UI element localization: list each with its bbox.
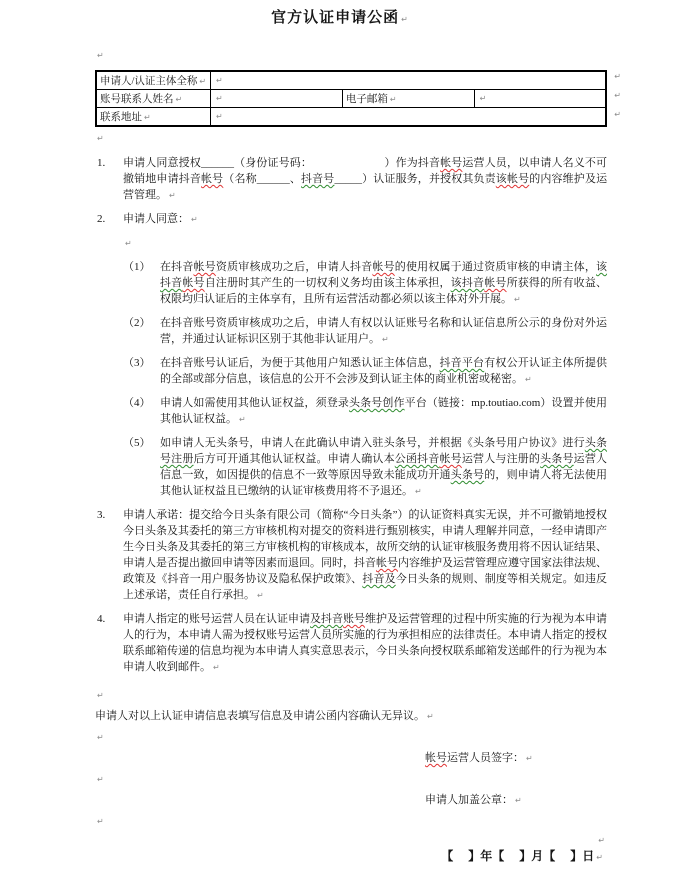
page-title-text: 官方认证申请公函 bbox=[271, 10, 400, 26]
text-run: 【 】年【 】月【 】日 bbox=[441, 849, 595, 863]
sub-item-4 bbox=[95, 395, 607, 428]
paragraph-mark: ↵ bbox=[427, 712, 434, 721]
spellcheck-red-text: 帐号 bbox=[376, 557, 398, 569]
sub-item-2 bbox=[95, 315, 607, 348]
spellcheck-red-text: 帐号 bbox=[440, 157, 463, 169]
sub-item-5 bbox=[95, 435, 607, 500]
text-run: 维护及运营管理的过程中所实施的行为视为本申请人的行为，本申请人需为授权账号运营人员所实施的行为承担相应的法律责任。本申请人指定的授权联系邮箱传递的信息均视为本申请人真实意思表示，今日头条向授权联系邮箱发送邮件的行为视为本申请人收到邮件。 bbox=[123, 613, 607, 673]
text-run: 后方可开通其他认证权益。申请人确认本 bbox=[193, 453, 395, 465]
text-run: 在抖音账号认证后，为便于其他用户知悉认证主体信息， bbox=[160, 357, 440, 369]
text-run: 所获得的所有收益、权限均归认证后的主体享有，且所有运营活动都必须以该主体对外开展。 bbox=[160, 277, 608, 305]
paragraph-mark: ↵ bbox=[97, 817, 104, 826]
paragraph-mark: ↵ bbox=[525, 375, 532, 384]
text-run: 运营人员签字： bbox=[447, 752, 524, 764]
cell-label: 账号联系人姓名 bbox=[100, 94, 174, 105]
text-run: 平台（链接：mp.toutiao.com）设置并使用其他认证权益。 bbox=[160, 397, 608, 425]
spellcheck-red-text: 帐号 bbox=[425, 752, 447, 764]
list-number: 1. bbox=[97, 157, 106, 169]
paragraph-mark: ↵ bbox=[239, 415, 246, 424]
text-run: 申请人同意： bbox=[123, 213, 189, 225]
list-number: （1） bbox=[123, 261, 151, 273]
text-run: 申请人如需使用其他认证权益，须登录 bbox=[160, 397, 349, 409]
spellcheck-red-text: 帐号 bbox=[439, 453, 462, 465]
spellcheck-green-text: 头条号 bbox=[450, 469, 485, 481]
text-run: 今日头条的规则、制度等相关规定。如违反上述承诺，责任自行承担。 bbox=[123, 573, 608, 601]
paragraph-mark: ↵ bbox=[97, 134, 104, 143]
item-2 bbox=[95, 211, 607, 228]
spellcheck-green-text: 抖音平台 bbox=[439, 357, 485, 369]
text-run: 申请人对以上认证申请信息表填写信息及申请公函内容确认无异议。 bbox=[95, 710, 425, 722]
spellcheck-green-text: 头条号 bbox=[540, 453, 574, 465]
text-run: 申请人加盖公章： bbox=[425, 794, 513, 806]
paragraph-mark: ↵ bbox=[169, 191, 176, 200]
value-cell-contact-address[interactable] bbox=[211, 108, 607, 127]
signature-seal bbox=[95, 792, 607, 809]
label-cell-contact-name bbox=[96, 90, 211, 108]
sub-item-3 bbox=[95, 355, 607, 388]
paragraph-mark: ↵ bbox=[216, 94, 223, 103]
text-run: 运营人信息一致，如因提供的信息不一致等原因导致未能成功开通 bbox=[160, 453, 608, 481]
cell-label: 电子邮箱 bbox=[345, 94, 388, 105]
cell-label: 联系地址 bbox=[100, 112, 142, 123]
spellcheck-green-text: 抖音号 bbox=[301, 173, 335, 185]
label-cell-contact-address bbox=[96, 108, 211, 127]
paragraph-mark: ↵ bbox=[415, 487, 422, 496]
spellcheck-green-text: 抖音及 bbox=[362, 573, 396, 585]
row-end-mark: ↵ bbox=[614, 72, 621, 81]
paragraph-mark: ↵ bbox=[479, 94, 487, 103]
spellcheck-red-text: 帐号 bbox=[201, 173, 224, 185]
text-run: 运营人员，以申请人名义不可撤销地申请抖音 bbox=[123, 157, 608, 185]
spellcheck-green-text: 公函抖音 bbox=[394, 453, 440, 465]
spellcheck-green-text: 及抖音 bbox=[310, 613, 343, 625]
sub-item-1 bbox=[95, 259, 607, 308]
spellcheck-green-text: 该抖音 bbox=[160, 261, 608, 289]
label-cell-email bbox=[342, 90, 474, 108]
paragraph-mark: ↵ bbox=[125, 239, 132, 248]
paragraph-mark: ↵ bbox=[97, 51, 104, 60]
paragraph-mark: ↵ bbox=[389, 95, 397, 104]
spellcheck-red-text: 该帐号 bbox=[495, 173, 530, 185]
row-end-mark: ↵ bbox=[614, 91, 621, 100]
body-text bbox=[95, 155, 607, 867]
text-run: 在抖音 bbox=[160, 261, 194, 273]
text-run: 申请人指定的账号运营人员在认证申请 bbox=[123, 613, 310, 625]
text-run: 的，则申请人将无法使用其他认证权益且已缴纳的认证审核费用将不予退还。 bbox=[160, 469, 608, 497]
paragraph-mark: ↵ bbox=[97, 733, 104, 742]
item-1 bbox=[95, 155, 607, 204]
paragraph-mark: ↵ bbox=[213, 663, 220, 672]
paragraph-mark: ↵ bbox=[382, 335, 389, 344]
spellcheck-green-text: 该抖音 bbox=[450, 277, 485, 289]
text-run: 如申请人无头条号，申请人在此确认申请入驻头条号，并根据《头条号用户协议》进行 bbox=[160, 437, 585, 449]
text-run: 自注册时其产生的一切权利义务均由该主体承担， bbox=[204, 277, 451, 289]
paragraph-mark: ↵ bbox=[144, 113, 151, 122]
date-line bbox=[95, 847, 607, 867]
text-run: 申请人同意授权______（身份证号码： ）作为抖音 bbox=[123, 157, 441, 169]
empty-paragraph bbox=[95, 683, 607, 708]
label-cell-applicant-fullname bbox=[96, 71, 211, 90]
item-4 bbox=[95, 611, 607, 676]
spellcheck-red-text: 账号 bbox=[343, 613, 365, 625]
paragraph-mark: ↵ bbox=[257, 591, 264, 600]
table-row bbox=[96, 108, 606, 127]
text-run: 在抖音账号资质审核成功之后，申请人有权以认证账号名称和认证信息所公示的身份对外运营，并通过认证标识区别于其他非认证用户。 bbox=[160, 317, 607, 345]
text-run: （名称______、 bbox=[223, 173, 302, 185]
empty-paragraph-right bbox=[95, 834, 607, 847]
paragraph-mark: ↵ bbox=[515, 796, 522, 805]
empty-paragraph bbox=[95, 235, 607, 252]
list-number: （2） bbox=[123, 317, 151, 329]
paragraph-mark: ↵ bbox=[191, 215, 198, 224]
signature-operator bbox=[95, 750, 607, 767]
paragraph-mark: ↵ bbox=[216, 112, 223, 121]
empty-paragraph bbox=[95, 129, 607, 147]
applicant-info-table-wrap bbox=[95, 70, 621, 127]
text-run: 运营人与注册的 bbox=[461, 453, 541, 465]
value-cell-applicant-fullname[interactable] bbox=[211, 71, 607, 90]
paragraph-mark: ↵ bbox=[401, 15, 409, 24]
list-number: 4. bbox=[97, 613, 106, 625]
paragraph-mark: ↵ bbox=[514, 295, 521, 304]
paragraph-mark: ↵ bbox=[596, 853, 603, 862]
paragraph-mark: ↵ bbox=[199, 77, 207, 86]
document-body bbox=[95, 46, 621, 867]
value-cell-contact-name[interactable] bbox=[211, 90, 343, 108]
empty-paragraph bbox=[95, 767, 607, 792]
table-row bbox=[96, 90, 606, 108]
text-run: 的内容维护及运营管理。 bbox=[123, 173, 608, 201]
item-3 bbox=[95, 507, 607, 604]
spellcheck-red-text: 帐号 bbox=[484, 277, 507, 289]
paragraph-mark: ↵ bbox=[175, 95, 183, 104]
list-number: （5） bbox=[123, 437, 151, 449]
applicant-info-table bbox=[95, 70, 607, 127]
empty-paragraph bbox=[95, 809, 607, 834]
text-run: 有权公开认证主体所提供的全部或部分信息，该信息的公开不会涉及到认证主体的商业机密或秘密。 bbox=[160, 357, 608, 385]
row-end-mark: ↵ bbox=[614, 110, 621, 119]
paragraph-mark: ↵ bbox=[526, 754, 533, 763]
text-run: 资质审核成功之后，申请人抖音 bbox=[215, 261, 373, 273]
paragraph-mark: ↵ bbox=[598, 836, 605, 845]
list-number: 3. bbox=[97, 509, 106, 521]
text-run: 的使用权属于通过资质审核的申请主体， bbox=[394, 261, 597, 273]
table-row bbox=[96, 71, 606, 90]
cell-label: 申请人/认证主体全称 bbox=[100, 76, 198, 87]
paragraph-mark: ↵ bbox=[216, 76, 223, 85]
text-run: 内容维护及运营管理应遵守国家法律法规、政策及《抖音一用户服务协议及隐私保护政策》、 bbox=[123, 557, 607, 585]
spellcheck-red-text: 帐号 bbox=[193, 261, 216, 273]
list-number: 2. bbox=[97, 213, 106, 225]
closing-statement bbox=[95, 708, 607, 725]
paragraph-mark: ↵ bbox=[97, 775, 104, 784]
spellcheck-red-text: 帐号 bbox=[372, 261, 395, 273]
list-number: （3） bbox=[123, 357, 151, 369]
text-run: _____）认证服务，并授权其负责 bbox=[334, 173, 496, 185]
spellcheck-green-text: 头条号注册 bbox=[160, 437, 608, 465]
spellcheck-green-text: 头条号创作 bbox=[348, 397, 405, 409]
list-number: （4） bbox=[123, 397, 151, 409]
page-title bbox=[0, 6, 680, 32]
text-run: 申请人承诺：提交给今日头条有限公司（简称“今日头条”）的认证资料真实无误，并不可撤销地授权今日头条及其委托的第三方审核机构对提交的资料进行甄别核实，申请人理解并同意，一经申请即产生今日头条及其委托的第三方审核机构的审核成本，故所交纳的认证审核服务费用将不因认证结果、申请人是否提出撤回申请等因素而退回。同时，抖音 bbox=[123, 509, 607, 569]
empty-paragraph bbox=[95, 725, 607, 750]
spellcheck-red-text: 帐号 bbox=[182, 277, 205, 289]
paragraph-mark: ↵ bbox=[97, 691, 104, 700]
empty-paragraph bbox=[95, 46, 607, 64]
value-cell-email[interactable] bbox=[474, 90, 606, 108]
